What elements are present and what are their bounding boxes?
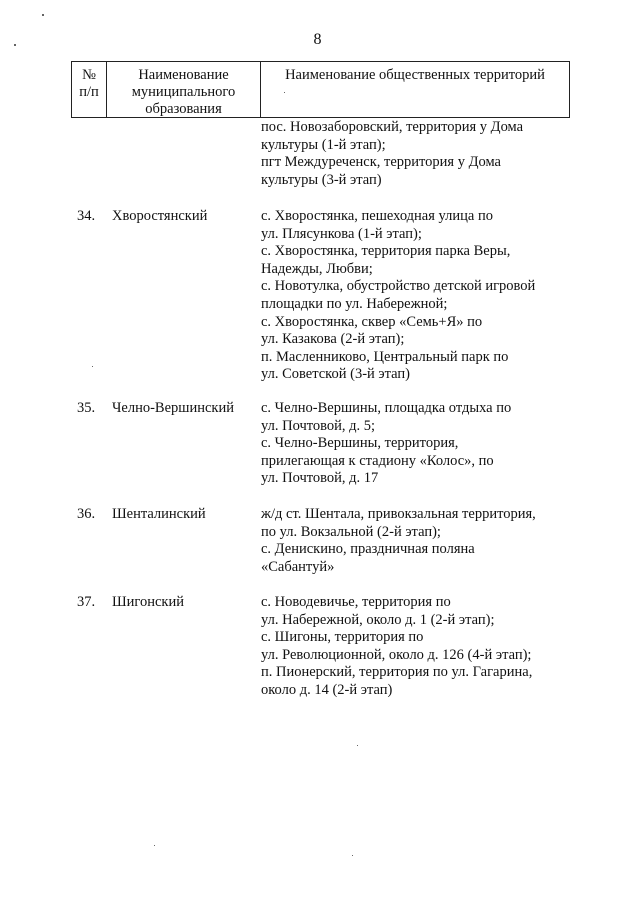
territory-line: ул. Почтовой, д. 5; [261,417,376,434]
header-municipality-column [107,62,261,117]
territory-line: ул. Революционной, около д. 126 (4-й этап); [261,646,532,663]
territory-line: п. Пионерский, территория по ул. Гагарина, [261,664,533,681]
territory-line: с. Челно-Вершины, площадка отдыха по [261,400,512,416]
scan-speck [357,745,358,746]
territory-line: ул. Набережной, около д. 1 (2-й этап); [261,611,495,628]
territory-line: по ул. Вокзальной (2-й этап); [261,523,441,540]
header-territories-column [261,62,569,117]
territory-line: Надежды, Любви; [261,260,373,277]
row-number: 34. [77,208,96,224]
territories-list [261,506,561,576]
header-municipality-line: муниципального [131,84,236,100]
territory-line: с. Денискино, праздничная поляна [261,541,475,558]
header-municipality-line: образования [145,101,222,117]
row-number: 36. [77,506,96,522]
territory-line: ж/д ст. Шентала, привокзальная территория, [261,506,536,522]
row-number: 35. [77,400,96,416]
municipality-name: Шигонский [112,594,184,610]
territories-list [261,208,561,384]
territory-line: прилегающая к стадиону «Колос», по [261,452,494,469]
territory-line: культуры (1-й этап); [261,136,386,153]
territory-line: с. Хворостянка, сквер «Семь+Я» по [261,313,483,330]
municipality-name: Хворостянский [112,208,208,224]
territory-line: ул. Советской (3-й этап) [261,366,410,383]
territory-line: ул. Казакова (2-й этап); [261,331,405,348]
header-number-line: п/п [79,84,99,100]
table-header [71,61,570,118]
territory-line: пос. Новозаборовский, территория у Дома [261,119,524,135]
territories-list [261,400,561,488]
territory-line: п. Масленниково, Центральный парк по [261,348,509,365]
continued-territories [261,119,561,189]
municipality-name: Челно-Вершинский [112,400,234,416]
scan-speck [352,855,353,856]
scan-speck [92,366,93,367]
territory-line: культуры (3-й этап) [261,171,382,188]
territory-line: с. Челно-Вершины, территория, [261,435,459,452]
territory-line: площадки по ул. Набережной; [261,295,448,312]
territory-line: с. Хворостянка, пешеходная улица по [261,208,493,224]
territory-line: ул. Почтовой, д. 17 [261,470,379,487]
territory-line: пгт Междуреченск, территория у Дома [261,154,501,171]
scan-speck [154,845,155,846]
territory-line: с. Новодевичье, территория по [261,594,451,610]
header-territories-label: Наименование общественных территорий [285,67,545,83]
territory-line: с. Хворостянка, территория парка Веры, [261,243,511,260]
header-number-line: № [82,67,96,83]
page-number: 8 [313,31,322,48]
territories-list [261,594,561,700]
header-number-column [72,62,107,117]
scan-speck [42,14,44,16]
territory-line: с. Новотулка, обустройство детской игровой [261,278,536,295]
territory-line: ул. Плясункова (1-й этап); [261,225,422,242]
header-municipality-line: Наименование [138,67,229,83]
territory-line: около д. 14 (2-й этап) [261,681,393,698]
territory-line: с. Шигоны, территория по [261,629,424,646]
territory-line: «Сабантуй» [261,558,335,575]
row-number: 37. [77,594,96,610]
municipality-name: Шенталинский [112,506,206,522]
